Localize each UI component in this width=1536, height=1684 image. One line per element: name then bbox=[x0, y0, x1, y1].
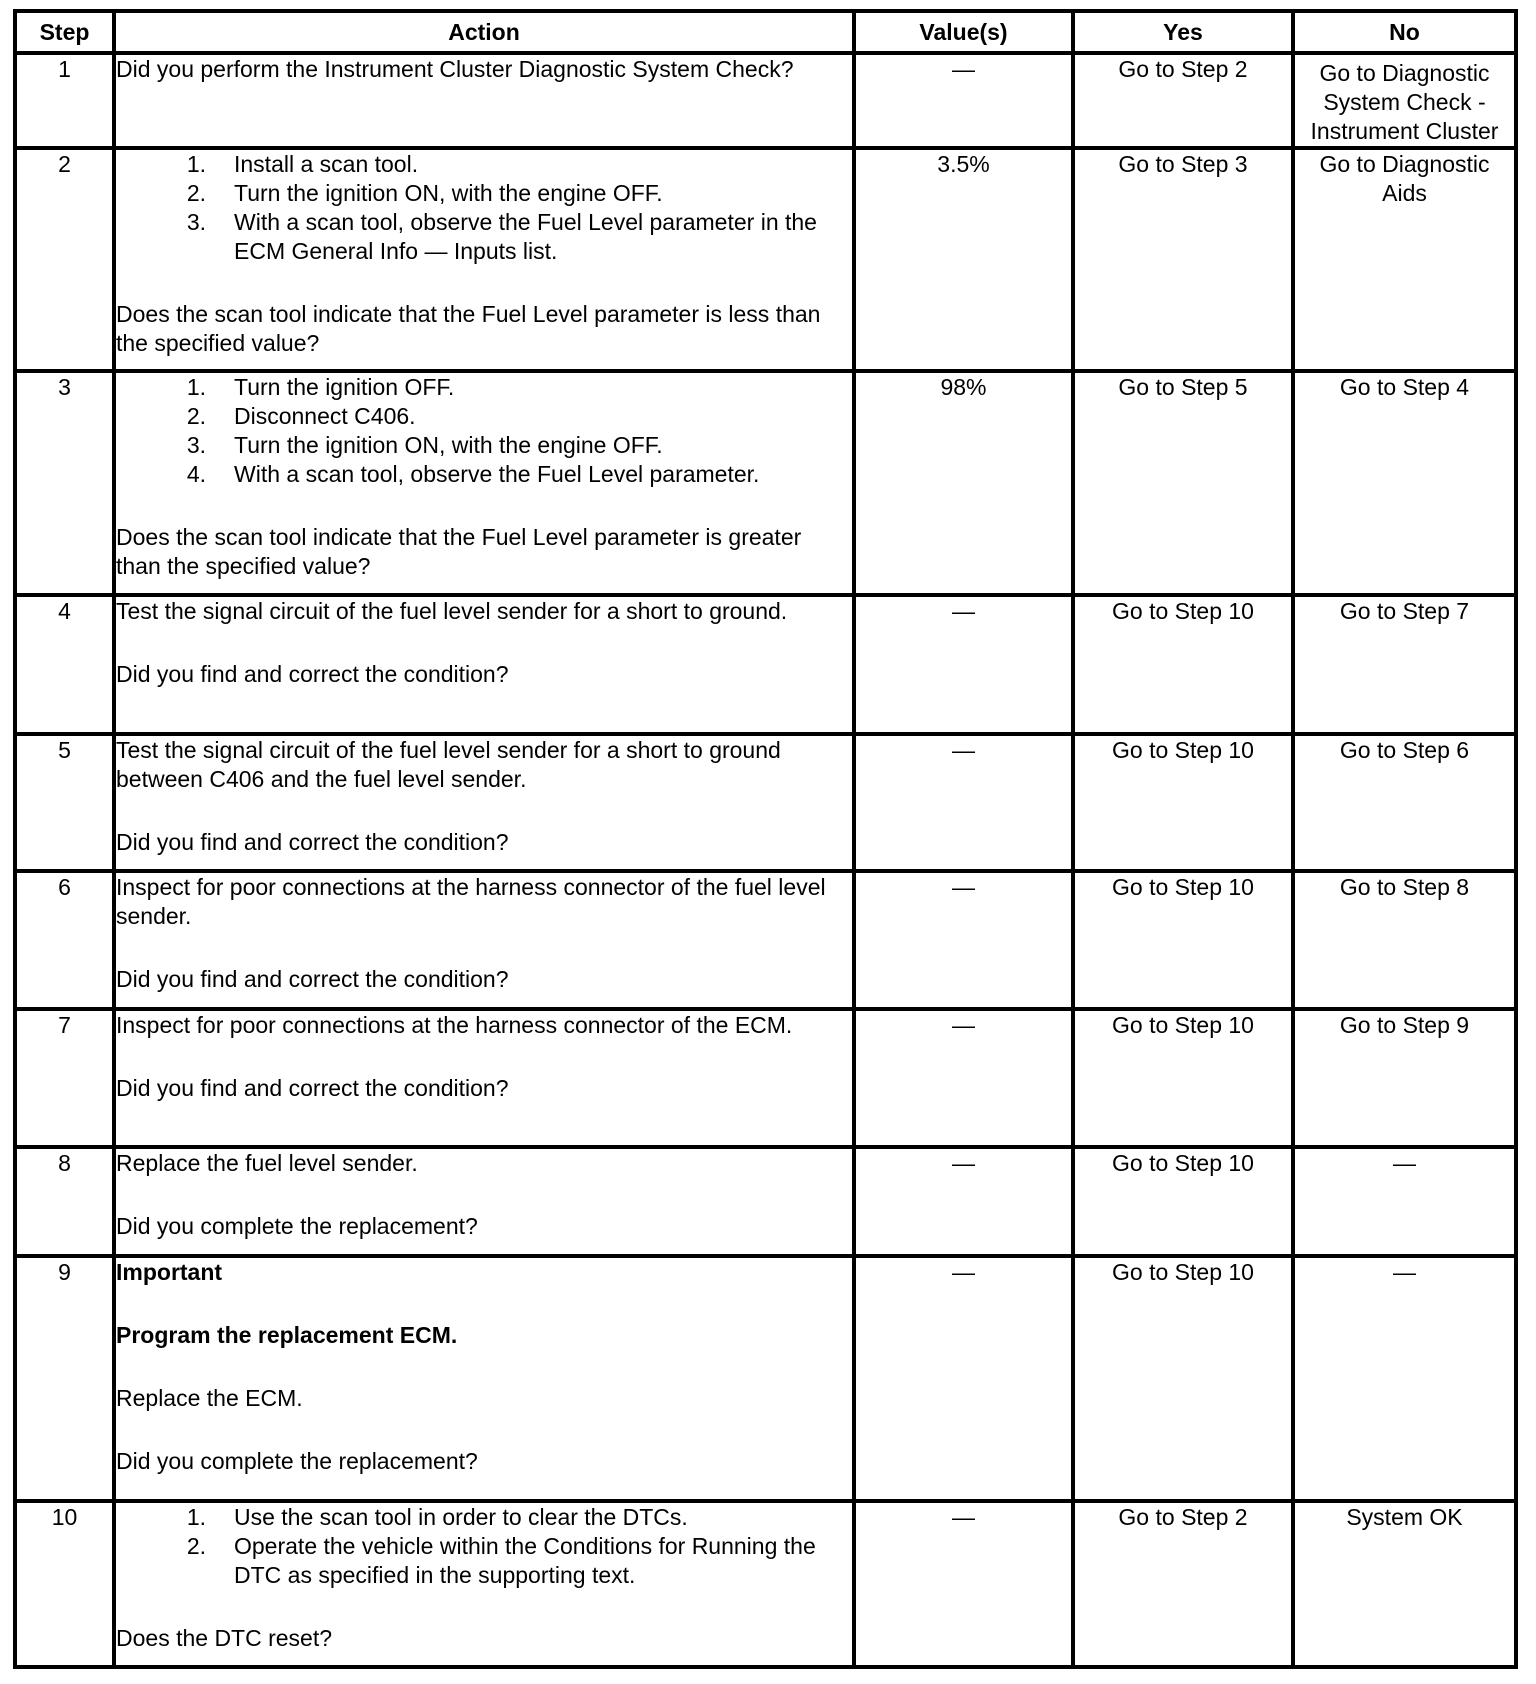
no-cell: System OK bbox=[1293, 1501, 1516, 1668]
action-question: Did you find and correct the condition? bbox=[116, 661, 509, 688]
action-text: Inspect for poor connections at the harness connector of the ECM. bbox=[116, 1012, 793, 1039]
value-cell: — bbox=[854, 53, 1073, 148]
value-cell: — bbox=[854, 1009, 1073, 1146]
value-cell: — bbox=[854, 595, 1073, 733]
action-question: Did you find and correct the condition? bbox=[116, 828, 509, 855]
action-text: Replace the ECM. bbox=[116, 1384, 303, 1411]
list-item bbox=[116, 431, 852, 460]
list-text: Turn the ignition OFF. bbox=[234, 373, 455, 400]
action-cell bbox=[114, 1009, 854, 1146]
table-row-step-10 bbox=[15, 1501, 1516, 1668]
list-number: 1. bbox=[186, 1503, 206, 1530]
table-row-step-1 bbox=[15, 53, 1516, 148]
no-line: Go to Diagnostic bbox=[1319, 151, 1490, 178]
value-cell: — bbox=[854, 734, 1073, 871]
action-question: Did you find and correct the condition? bbox=[116, 1075, 509, 1102]
action-cell bbox=[114, 148, 854, 371]
no-cell: — bbox=[1293, 1147, 1516, 1256]
yes-cell: Go to Step 10 bbox=[1073, 1009, 1293, 1146]
no-line: System Check - bbox=[1323, 89, 1486, 115]
action-text: Test the signal circuit of the fuel level sender for a short to ground between C406 and the fuel level sender. bbox=[116, 736, 781, 792]
list-item bbox=[116, 1503, 852, 1532]
list-item bbox=[116, 208, 852, 266]
step-number: 9 bbox=[15, 1256, 114, 1501]
list-number: 3. bbox=[186, 431, 206, 458]
yes-cell: Go to Step 10 bbox=[1073, 595, 1293, 733]
action-text: Replace the fuel level sender. bbox=[116, 1149, 418, 1176]
action-text: Test the signal circuit of the fuel level sender for a short to ground. bbox=[116, 598, 788, 625]
action-cell bbox=[114, 53, 854, 148]
step-number: 8 bbox=[15, 1147, 114, 1256]
list-item bbox=[116, 1532, 852, 1590]
list-text: Turn the ignition ON, with the engine OFF. bbox=[234, 431, 663, 458]
action-cell bbox=[114, 871, 854, 1009]
no-line: Go to Diagnostic bbox=[1319, 60, 1490, 86]
header-action: Action bbox=[114, 11, 854, 53]
yes-cell: Go to Step 5 bbox=[1073, 371, 1293, 596]
list-text: With a scan tool, observe the Fuel Level parameter. bbox=[234, 460, 760, 487]
table-row-step-7 bbox=[15, 1009, 1516, 1146]
no-cell bbox=[1293, 148, 1516, 371]
value-cell: — bbox=[854, 1256, 1073, 1501]
list-item bbox=[116, 150, 852, 179]
table-row-step-8 bbox=[15, 1147, 1516, 1256]
list-text: Use the scan tool in order to clear the DTCs. bbox=[234, 1503, 688, 1530]
action-question: Does the DTC reset? bbox=[116, 1624, 333, 1651]
list-text: With a scan tool, observe the Fuel Level parameter in the ECM General Info — Inputs list. bbox=[234, 209, 817, 265]
step-number: 1 bbox=[15, 53, 114, 148]
list-number: 4. bbox=[186, 460, 206, 487]
action-question: Does the scan tool indicate that the Fuel Level parameter is greater than the specified value? bbox=[116, 523, 802, 579]
value-cell: — bbox=[854, 1147, 1073, 1256]
action-list bbox=[116, 1503, 852, 1590]
action-question: Does the scan tool indicate that the Fuel Level parameter is less than the specified value? bbox=[116, 301, 821, 357]
table-row-step-9 bbox=[15, 1256, 1516, 1501]
yes-cell: Go to Step 10 bbox=[1073, 734, 1293, 871]
action-text: Did you perform the Instrument Cluster Diagnostic System Check? bbox=[116, 56, 794, 82]
list-number: 2. bbox=[186, 1532, 206, 1559]
action-cell bbox=[114, 1501, 854, 1668]
important-label: Important bbox=[116, 1258, 223, 1285]
value-cell: — bbox=[854, 871, 1073, 1009]
table-row-step-5 bbox=[15, 734, 1516, 871]
action-cell bbox=[114, 595, 854, 733]
no-cell: Go to Step 4 bbox=[1293, 371, 1516, 596]
no-cell: Go to Step 6 bbox=[1293, 734, 1516, 871]
list-text: Turn the ignition ON, with the engine OFF. bbox=[234, 180, 663, 207]
action-question: Did you find and correct the condition? bbox=[116, 965, 509, 992]
value-cell: 3.5% bbox=[854, 148, 1073, 371]
list-number: 3. bbox=[186, 209, 206, 236]
table-row-step-4 bbox=[15, 595, 1516, 733]
no-cell: — bbox=[1293, 1256, 1516, 1501]
step-number: 4 bbox=[15, 595, 114, 733]
list-number: 1. bbox=[186, 373, 206, 400]
list-number: 1. bbox=[186, 151, 206, 178]
action-question: Did you complete the replacement? bbox=[116, 1212, 478, 1239]
step-number: 7 bbox=[15, 1009, 114, 1146]
no-line: Instrument Cluster bbox=[1310, 118, 1499, 144]
list-item bbox=[116, 373, 852, 402]
yes-cell: Go to Step 2 bbox=[1073, 1501, 1293, 1668]
action-cell bbox=[114, 1147, 854, 1256]
action-list bbox=[116, 150, 852, 266]
list-item bbox=[116, 179, 852, 208]
header-values: Value(s) bbox=[854, 11, 1073, 53]
list-item bbox=[116, 402, 852, 431]
yes-cell: Go to Step 10 bbox=[1073, 871, 1293, 1009]
yes-cell: Go to Step 3 bbox=[1073, 148, 1293, 371]
list-number: 2. bbox=[186, 180, 206, 207]
list-item bbox=[116, 460, 852, 489]
diagnostic-table bbox=[13, 9, 1518, 1669]
no-cell: Go to Step 8 bbox=[1293, 871, 1516, 1009]
action-list bbox=[116, 373, 852, 489]
header-row bbox=[15, 11, 1516, 53]
important-text: Program the replacement ECM. bbox=[116, 1321, 458, 1348]
action-cell bbox=[114, 1256, 854, 1501]
no-cell bbox=[1293, 53, 1516, 148]
header-step: Step bbox=[15, 11, 114, 53]
action-text: Inspect for poor connections at the harness connector of the fuel level sender. bbox=[116, 873, 826, 929]
no-cell: Go to Step 7 bbox=[1293, 595, 1516, 733]
step-number: 3 bbox=[15, 371, 114, 596]
table-row-step-3 bbox=[15, 371, 1516, 596]
table-row-step-2 bbox=[15, 148, 1516, 371]
action-cell bbox=[114, 371, 854, 596]
step-number: 5 bbox=[15, 734, 114, 871]
yes-cell: Go to Step 10 bbox=[1073, 1147, 1293, 1256]
list-text: Operate the vehicle within the Conditions for Running the DTC as specified in the supporting text. bbox=[234, 1532, 816, 1588]
header-yes: Yes bbox=[1073, 11, 1293, 53]
value-cell: 98% bbox=[854, 371, 1073, 596]
yes-cell: Go to Step 10 bbox=[1073, 1256, 1293, 1501]
step-number: 6 bbox=[15, 871, 114, 1009]
step-number: 2 bbox=[15, 148, 114, 371]
no-line: Aids bbox=[1382, 180, 1427, 207]
table-row-step-6 bbox=[15, 871, 1516, 1009]
list-text: Disconnect C406. bbox=[234, 402, 416, 429]
value-cell: — bbox=[854, 1501, 1073, 1668]
list-number: 2. bbox=[186, 402, 206, 429]
action-cell bbox=[114, 734, 854, 871]
yes-cell: Go to Step 2 bbox=[1073, 53, 1293, 148]
action-question: Did you complete the replacement? bbox=[116, 1447, 478, 1474]
list-text: Install a scan tool. bbox=[234, 151, 419, 178]
step-number: 10 bbox=[15, 1501, 114, 1668]
no-cell: Go to Step 9 bbox=[1293, 1009, 1516, 1146]
header-no: No bbox=[1293, 11, 1516, 53]
